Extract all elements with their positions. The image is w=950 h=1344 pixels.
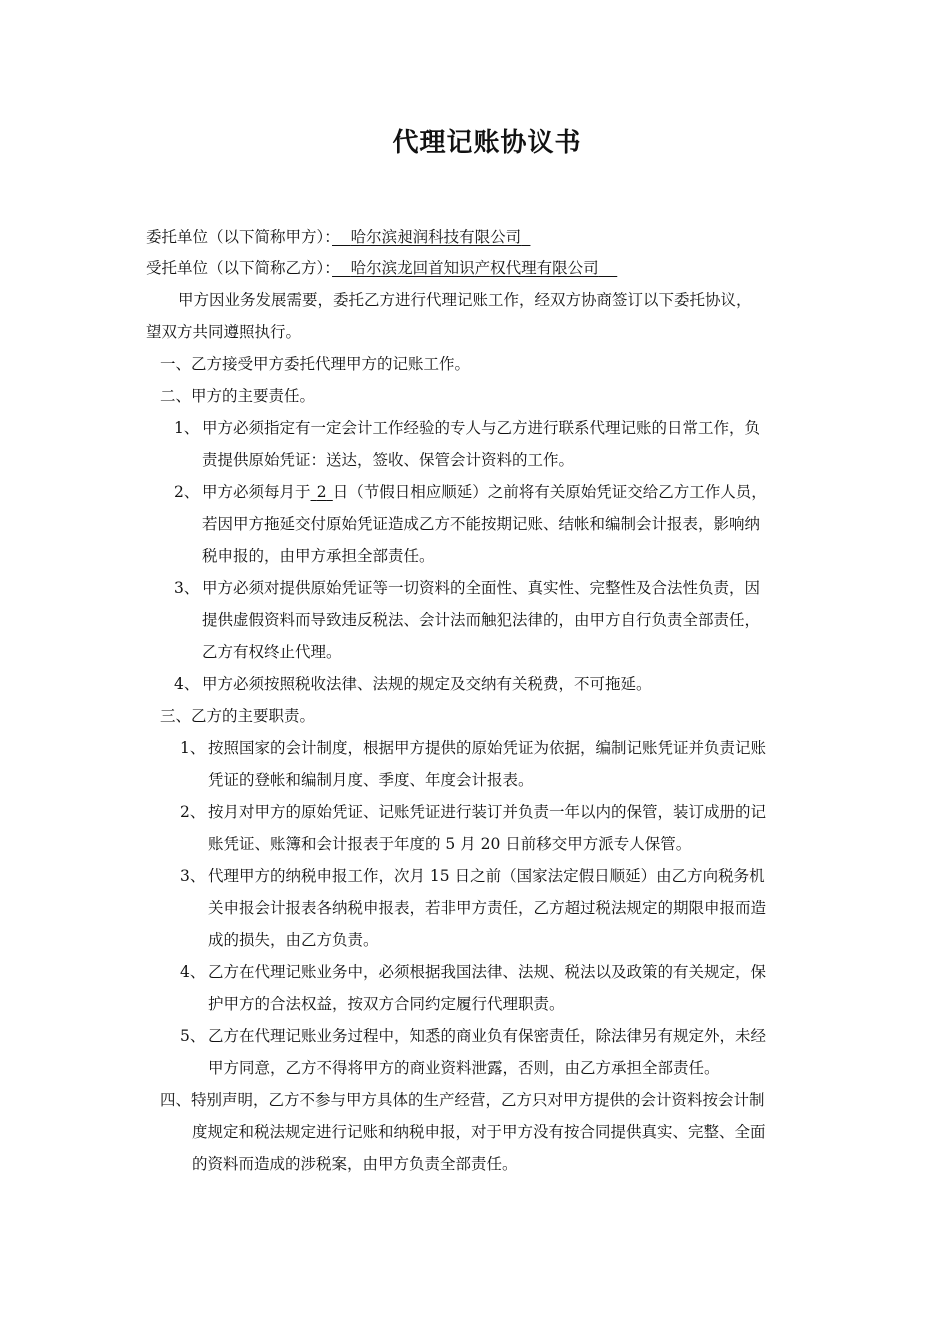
s3-item-3-line-2: 关申报会计报表各纳税申报表，若非甲方责任，乙方超过税法规定的期限申报而造 xyxy=(208,899,767,917)
party-b-line xyxy=(146,258,617,278)
s3-item-1-number: 1、 xyxy=(180,739,206,757)
s2-item-4-number: 4、 xyxy=(174,675,200,693)
section-4-line-1: 四、特别声明，乙方不参与甲方具体的生产经营，乙方只对甲方提供的会计资料按会计制 xyxy=(160,1091,765,1109)
payment-day-value: 2 xyxy=(316,483,327,501)
s3-item-1-line-1: 按照国家的会计制度，根据甲方提供的原始凭证为依据，编制记账凭证并负责记账 xyxy=(208,739,767,757)
s3-item-5-line-1: 乙方在代理记账业务过程中，知悉的商业负有保密责任，除法律另有规定外，未经 xyxy=(208,1027,767,1045)
section-2-heading: 二、甲方的主要责任。 xyxy=(160,387,316,405)
party-a-value: 哈尔滨昶润科技有限公司 xyxy=(350,228,522,246)
s2-item-2-line-1: 甲方必须每月于 2 日（节假日相应顺延）之前将有关原始凭证交给乙方工作人员， xyxy=(202,483,767,501)
s2-item-3-line-3: 乙方有权终止代理。 xyxy=(202,643,342,661)
s2-item-3-line-2: 提供虚假资料而导致违反税法、会计法而触犯法律的，由甲方自行负责全部责任， xyxy=(202,611,761,629)
intro-line-2: 望双方共同遵照执行。 xyxy=(146,323,302,341)
s3-item-3-line-3: 成的损失，由乙方负责。 xyxy=(208,931,379,949)
s3-item-2-line-1: 按月对甲方的原始凭证、记账凭证进行装订并负责一年以内的保管，装订成册的记 xyxy=(208,803,767,821)
party-a-label: 委托单位（以下简称甲方）： xyxy=(146,228,333,246)
s3-item-2-line-2: 账凭证、账簿和会计报表于年度的 5 月 20 日前移交甲方派专人保管。 xyxy=(208,835,692,853)
s3-item-1-line-2: 凭证的登帐和编制月度、季度、年度会计报表。 xyxy=(208,771,534,789)
section-4-line-3: 的资料而造成的涉税案，由甲方负责全部责任。 xyxy=(192,1155,518,1173)
s2-item-1-line-2: 责提供原始凭证：送达，签收、保管会计资料的工作。 xyxy=(202,451,575,469)
s3-item-5-number: 5、 xyxy=(180,1027,206,1045)
s3-item-2-number: 2、 xyxy=(180,803,206,821)
section-4-line-2: 度规定和税法规定进行记账和纳税申报，对于甲方没有按合同提供真实、完整、全面 xyxy=(192,1123,766,1141)
s2-item-4-line-1: 甲方必须按照税收法律、法规的规定及交纳有关税费，不可拖延。 xyxy=(202,675,652,693)
section-1: 一、乙方接受甲方委托代理甲方的记账工作。 xyxy=(160,355,471,373)
s3-item-4-number: 4、 xyxy=(180,963,206,981)
s3-item-3-number: 3、 xyxy=(180,867,206,885)
intro-line-1: 甲方因业务发展需要，委托乙方进行代理记账工作，经双方协商签订以下委托协议， xyxy=(178,291,752,309)
document-title: 代理记账协议书 xyxy=(392,128,582,158)
section-3-heading: 三、乙方的主要职责。 xyxy=(160,707,316,725)
s2-item-2-number: 2、 xyxy=(174,483,200,501)
s3-item-5-line-2: 甲方同意，乙方不得将甲方的商业资料泄露，否则，由乙方承担全部责任。 xyxy=(208,1059,720,1077)
s2-item-3-number: 3、 xyxy=(174,579,200,597)
party-b-label: 受托单位（以下简称乙方）： xyxy=(146,259,333,277)
s3-item-4-line-1: 乙方在代理记账业务中，必须根据我国法律、法规、税法以及政策的有关规定，保 xyxy=(208,963,767,981)
s2-item-1-number: 1、 xyxy=(174,419,200,437)
s3-item-4-line-2: 护甲方的合法权益，按双方合同约定履行代理职责。 xyxy=(208,995,565,1013)
party-b-value: 哈尔滨龙回首知识产权代理有限公司 xyxy=(350,259,599,277)
s2-item-3-line-1: 甲方必须对提供原始凭证等一切资料的全面性、真实性、完整性及合法性负责，因 xyxy=(202,579,761,597)
s2-item-2-line-3: 税申报的，由甲方承担全部责任。 xyxy=(202,547,435,565)
party-a-line xyxy=(146,227,530,247)
s2-item-1-line-1: 甲方必须指定有一定会计工作经验的专人与乙方进行联系代理记账的日常工作，负 xyxy=(202,419,761,437)
s2-item-2-line-2: 若因甲方拖延交付原始凭证造成乙方不能按期记账、结帐和编制会计报表，影响纳 xyxy=(202,515,761,533)
s3-item-3-line-1: 代理甲方的纳税申报工作，次月 15 日之前（国家法定假日顺延）由乙方向税务机 xyxy=(208,867,765,885)
